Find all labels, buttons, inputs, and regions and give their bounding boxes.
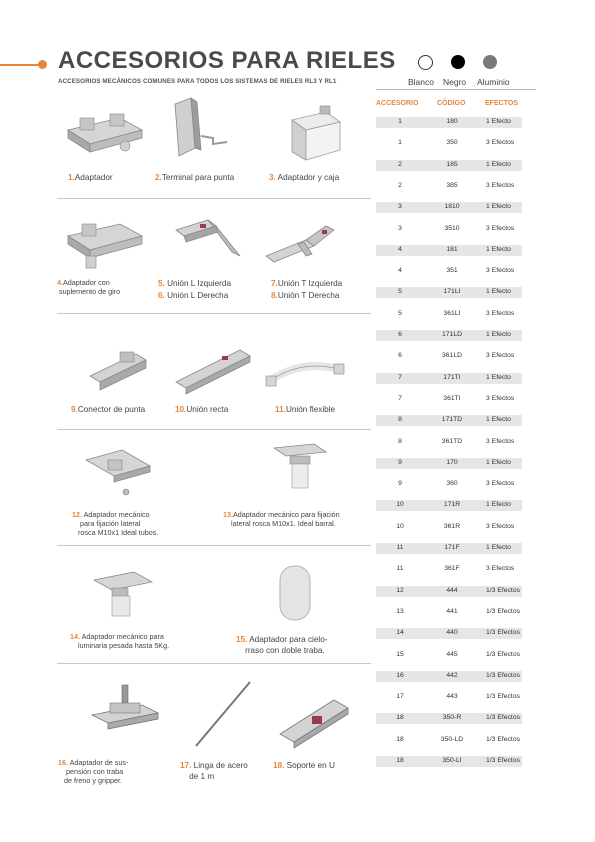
cell-accesorio: 8 bbox=[398, 416, 402, 424]
table-row bbox=[376, 713, 522, 724]
mechanical-adaptor-bar-image bbox=[268, 440, 334, 500]
cell-codigo: 171F bbox=[444, 544, 460, 551]
caption-15: 15. Adaptador para cielo- rraso con doble traba. bbox=[236, 635, 328, 655]
cell-accesorio: 1 bbox=[398, 118, 402, 125]
cell-accesorio: 18 bbox=[396, 735, 404, 743]
cell-efectos: 1/3 Efectos bbox=[486, 693, 521, 701]
table-row bbox=[376, 287, 522, 298]
caption-8: 8.Unión T Derecha bbox=[271, 291, 340, 300]
table-row bbox=[376, 415, 522, 426]
cell-codigo: 361R bbox=[443, 522, 461, 530]
table-row bbox=[376, 628, 522, 639]
cell-codigo: 171LD bbox=[441, 331, 463, 338]
cell-codigo: 361LI bbox=[443, 309, 461, 317]
straight-joint-image bbox=[170, 342, 260, 398]
caption-11: 11.Unión flexible bbox=[275, 405, 336, 414]
table-row bbox=[376, 650, 522, 661]
section-divider bbox=[57, 545, 371, 546]
cell-efectos: 3 Efectos bbox=[486, 224, 515, 232]
white-finish-swatch bbox=[418, 55, 433, 70]
adaptor-with-box-image bbox=[284, 104, 350, 164]
u-bracket-image bbox=[276, 690, 366, 750]
table-row bbox=[376, 522, 522, 533]
cell-efectos: 1 Efecto bbox=[486, 288, 511, 296]
cell-accesorio: 18 bbox=[396, 714, 404, 722]
cell-codigo: 180 bbox=[446, 118, 458, 125]
cell-accesorio: 9 bbox=[398, 480, 402, 488]
cell-efectos: 1/3 Efectos bbox=[486, 671, 521, 679]
finish-label-aluminium: Aluminio bbox=[477, 77, 510, 87]
cell-codigo: 350-R bbox=[442, 714, 462, 722]
cell-codigo: 171LI bbox=[443, 288, 461, 296]
cell-codigo: 3510 bbox=[444, 224, 460, 232]
finish-label-black: Negro bbox=[443, 77, 467, 87]
cell-accesorio: 12 bbox=[396, 586, 404, 594]
cell-efectos: 1 Efecto bbox=[486, 373, 511, 381]
table-row bbox=[376, 202, 522, 213]
cell-accesorio: 4 bbox=[398, 245, 402, 253]
cell-codigo: 185 bbox=[446, 160, 458, 168]
cell-codigo: 171TD bbox=[441, 416, 463, 424]
cell-accesorio: 8 bbox=[398, 437, 402, 445]
cell-accesorio: 2 bbox=[398, 160, 402, 168]
page-title: ACCESORIOS PARA RIELES bbox=[58, 47, 396, 74]
l-joint-image bbox=[170, 214, 250, 270]
cell-codigo: 361F bbox=[444, 565, 460, 573]
table-row bbox=[376, 160, 522, 171]
caption-12: 12. Adaptador mecánico para fijación lateral rosca M10x1 Ideal tubos. bbox=[72, 510, 159, 537]
table-row bbox=[376, 309, 522, 320]
table-row bbox=[376, 607, 522, 618]
cell-codigo: 181 bbox=[446, 245, 458, 253]
table-row bbox=[376, 692, 522, 703]
t-joint-image bbox=[262, 218, 342, 274]
suspension-adaptor-image bbox=[86, 683, 166, 733]
flexible-joint-image bbox=[262, 352, 352, 392]
finish-label-white: Blanco bbox=[408, 77, 434, 87]
cell-codigo: 1810 bbox=[444, 203, 460, 211]
cell-codigo: 350-LD bbox=[440, 735, 464, 743]
cell-accesorio: 2 bbox=[398, 181, 402, 189]
cell-efectos: 1/3 Efectos bbox=[486, 735, 521, 743]
cell-accesorio: 17 bbox=[396, 693, 404, 701]
cell-efectos: 3 Efectos bbox=[486, 267, 515, 275]
table-row bbox=[376, 117, 522, 128]
cell-efectos: 1 Efecto bbox=[486, 331, 511, 338]
cell-codigo: 385 bbox=[446, 181, 458, 189]
table-row bbox=[376, 351, 522, 362]
table-row bbox=[376, 394, 522, 405]
cell-accesorio: 3 bbox=[398, 224, 402, 232]
cell-efectos: 1 Efecto bbox=[486, 160, 511, 168]
table-row bbox=[376, 586, 522, 597]
caption-2: 2.Terminal para punta bbox=[155, 173, 235, 182]
end-feed-connector-image bbox=[84, 340, 164, 396]
cell-accesorio: 4 bbox=[398, 267, 402, 275]
cell-accesorio: 5 bbox=[398, 288, 402, 296]
table-row bbox=[376, 266, 522, 277]
mechanical-adaptor-tube-image bbox=[80, 444, 160, 500]
cell-efectos: 3 Efectos bbox=[486, 352, 515, 360]
caption-10: 10.Unión recta bbox=[175, 405, 229, 414]
cell-codigo: 445 bbox=[446, 650, 458, 658]
cell-codigo: 441 bbox=[446, 607, 458, 615]
cell-accesorio: 14 bbox=[396, 629, 404, 637]
table-row bbox=[376, 756, 522, 767]
cell-efectos: 1/3 Efectos bbox=[486, 757, 521, 764]
cell-codigo: 440 bbox=[446, 629, 458, 637]
cell-accesorio: 13 bbox=[396, 607, 404, 615]
cell-accesorio: 6 bbox=[398, 352, 402, 360]
cell-codigo: 360 bbox=[446, 480, 458, 488]
cell-codigo: 350 bbox=[446, 139, 458, 147]
cell-codigo: 361LD bbox=[441, 352, 463, 360]
cell-efectos: 1 Efecto bbox=[486, 458, 511, 466]
table-row bbox=[376, 543, 522, 554]
cell-efectos: 1/3 Efectos bbox=[486, 650, 521, 658]
caption-4: 4.Adaptador con suplemento de giro bbox=[57, 278, 121, 296]
section-divider bbox=[57, 663, 371, 664]
cell-accesorio: 16 bbox=[396, 671, 404, 679]
table-row bbox=[376, 224, 522, 235]
cell-accesorio: 10 bbox=[396, 522, 404, 530]
table-row bbox=[376, 671, 522, 682]
end-cap-image bbox=[165, 96, 235, 162]
cell-codigo: 350-LI bbox=[442, 757, 462, 764]
cell-accesorio: 10 bbox=[396, 501, 404, 509]
table-row bbox=[376, 564, 522, 575]
cell-codigo: 170 bbox=[446, 458, 458, 466]
caption-7: 7.Unión T Izquierda bbox=[271, 279, 343, 288]
caption-13: 13.Adaptador mecánico para fijación lateral rosca M10x1. Ideal barral. bbox=[223, 510, 340, 528]
cell-accesorio: 7 bbox=[398, 394, 402, 402]
caption-14: 14. Adaptador mecánico para luminaria pesada hasta 5Kg. bbox=[70, 632, 170, 650]
table-row bbox=[376, 330, 522, 341]
accent-line bbox=[0, 64, 42, 66]
cell-efectos: 3 Efectos bbox=[486, 480, 515, 488]
caption-17: 17. Linga de acero de 1 m bbox=[180, 761, 248, 781]
cell-accesorio: 5 bbox=[398, 309, 402, 317]
caption-16: 16. Adaptador de sus- pensión con traba de freno y gripper. bbox=[58, 758, 129, 785]
table-row bbox=[376, 479, 522, 490]
cell-accesorio: 6 bbox=[398, 331, 402, 338]
table-row bbox=[376, 138, 522, 149]
cell-efectos: 3 Efectos bbox=[486, 309, 515, 317]
table-header-accesorio: ACCESORIO bbox=[376, 100, 419, 107]
cell-efectos: 1 Efecto bbox=[486, 544, 511, 551]
section-divider bbox=[57, 429, 371, 430]
cell-efectos: 1 Efecto bbox=[486, 245, 511, 253]
header-divider bbox=[376, 89, 536, 90]
aluminium-finish-swatch bbox=[483, 55, 497, 69]
section-divider bbox=[57, 198, 371, 199]
caption-6: 6. Unión L Derecha bbox=[158, 291, 229, 300]
caption-5: 5. Unión L Izquierda bbox=[158, 279, 231, 288]
accent-dot bbox=[38, 60, 47, 69]
cell-efectos: 1/3 Efectos bbox=[486, 586, 521, 594]
adaptor-image bbox=[60, 100, 150, 160]
cell-accesorio: 11 bbox=[396, 544, 404, 551]
cell-codigo: 444 bbox=[446, 586, 458, 594]
cell-accesorio: 15 bbox=[396, 650, 404, 658]
table-row bbox=[376, 245, 522, 256]
table-row bbox=[376, 458, 522, 469]
cell-efectos: 1 Efecto bbox=[486, 203, 511, 211]
cell-efectos: 3 Efectos bbox=[486, 394, 515, 402]
adaptor-swivel-image bbox=[60, 212, 150, 272]
cell-efectos: 3 Efectos bbox=[486, 565, 515, 573]
caption-9: 9.Conector de punta bbox=[71, 405, 146, 414]
cell-codigo: 443 bbox=[446, 693, 458, 701]
cell-accesorio: 1 bbox=[398, 139, 402, 147]
cell-accesorio: 9 bbox=[398, 458, 402, 466]
cell-efectos: 3 Efectos bbox=[486, 437, 515, 445]
cell-accesorio: 18 bbox=[396, 757, 404, 764]
cell-accesorio: 11 bbox=[396, 565, 404, 573]
caption-1: 1.Adaptador bbox=[68, 173, 113, 182]
cell-codigo: 171R bbox=[443, 501, 461, 509]
cell-efectos: 3 Efectos bbox=[486, 522, 515, 530]
cell-codigo: 361TD bbox=[441, 437, 463, 445]
cell-efectos: 1 Efecto bbox=[486, 416, 511, 424]
steel-cable-image bbox=[190, 680, 260, 750]
cell-codigo: 442 bbox=[446, 671, 458, 679]
cell-codigo: 361TI bbox=[443, 394, 461, 402]
cell-efectos: 1/3 Efectos bbox=[486, 607, 521, 615]
cell-codigo: 171TI bbox=[443, 373, 461, 381]
caption-3: 3. Adaptador y caja bbox=[269, 173, 340, 182]
black-finish-swatch bbox=[451, 55, 465, 69]
caption-18: 18. Soporte en U bbox=[273, 761, 335, 770]
cell-efectos: 3 Efectos bbox=[486, 139, 515, 147]
cell-efectos: 1/3 Efectos bbox=[486, 714, 521, 722]
cell-efectos: 3 Efectos bbox=[486, 181, 515, 189]
table-header-codigo: CÓDIGO bbox=[437, 100, 466, 107]
page-subtitle: ACCESORIOS MECÁNICOS COMUNES PARA TODOS LOS SISTEMAS DE RIELES RL3 Y RL1 bbox=[58, 78, 337, 85]
cell-accesorio: 3 bbox=[398, 203, 402, 211]
table-row bbox=[376, 735, 522, 746]
cell-efectos: 1 Efecto bbox=[486, 501, 511, 509]
cell-codigo: 351 bbox=[446, 267, 458, 275]
table-row bbox=[376, 373, 522, 384]
ceiling-adaptor-image bbox=[274, 560, 324, 626]
table-row bbox=[376, 437, 522, 448]
table-row bbox=[376, 181, 522, 192]
section-divider bbox=[57, 313, 371, 314]
cell-efectos: 1/3 Efectos bbox=[486, 629, 521, 637]
heavy-luminaire-adaptor-image bbox=[90, 566, 156, 626]
table-row bbox=[376, 500, 522, 511]
cell-efectos: 1 Efecto bbox=[486, 118, 511, 125]
table-header-efectos: EFECTOS bbox=[485, 100, 518, 107]
cell-accesorio: 7 bbox=[398, 373, 402, 381]
